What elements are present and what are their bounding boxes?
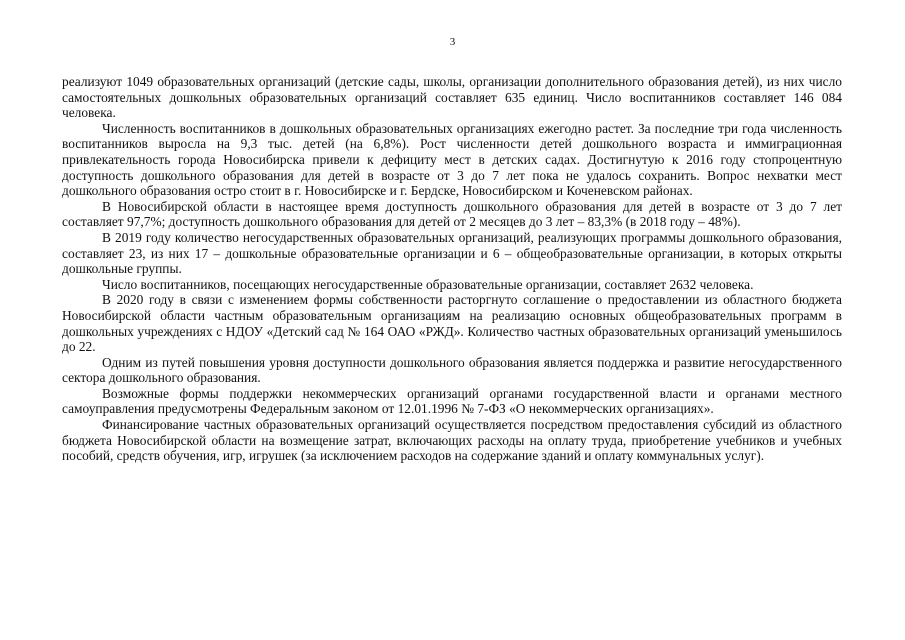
paragraph-continuation: реализуют 1049 образовательных организаций (детские сады, школы, организации дополнительного образования детей), из них число самостоятельных дошкольных образовательных организаций составляет 635 единиц. Число воспитанников составляет 146 084 человека. xyxy=(62,74,842,121)
document-body xyxy=(62,74,842,464)
paragraph-support-forms: Возможные формы поддержки некоммерческих организаций органами государственной власти и органами местного самоуправления предусмотрены Федеральным законом от 12.01.1996 № 7-ФЗ «О некоммерческих организациях». xyxy=(62,385,842,417)
paragraph-enrollment-growth: Численность воспитанников в дошкольных образовательных организациях ежегодно растет. За последние три года численность воспитанников выросла на 9,3 тыс. детей (на 6,8%). Рост численности детей дошкольного возраста и иммиграционная привлекательность города Новосибирска привели к дефициту мест в детских садах. Достигнутую к 2016 году стопроцентную доступность дошкольного образования для детей в возрасте от 3 до 7 лет пока не удалось сохранить. Вопрос нехватки мест дошкольного образования остро стоит в г. Новосибирске и г. Бердске, Новосибирском и Коченевском районах. xyxy=(62,120,842,199)
page-number: 3 xyxy=(449,36,456,48)
paragraph-private-organizations-2019: В 2019 году количество негосударственных образовательных организаций, реализующих программы дошкольного образования, составляет 23, из них 17 – дошкольные образовательные организации и 6 – общеобразовательные организации, в которых открыты дошкольные группы. xyxy=(62,229,842,277)
paragraph-accessibility: В Новосибирской области в настоящее время доступность дошкольного образования для детей в возрасте от 3 до 7 лет составляет 97,7%; доступность дошкольного образования для детей от 2 месяцев до 3 лет – 83,3% (в 2018 году – 48%). xyxy=(62,198,842,230)
paragraph-financing: Финансирование частных образовательных организаций осуществляется посредством предоставления субсидий из областного бюджета Новосибирской области на возмещение затрат, включающих расходы на оплату труда, приобретение учебников и учебных пособий, средств обучения, игр, игрушек (за исключением расходов на содержание зданий и оплату коммунальных услуг). xyxy=(62,417,842,464)
paragraph-private-enrollment: Число воспитанников, посещающих негосударственные образовательные организации, составляет 2632 человека. xyxy=(102,276,754,292)
paragraph-agreement-2020: В 2020 году в связи с изменением формы собственности расторгнуто соглашение о предоставлении из областного бюджета Новосибирской области частным образовательным организациям на реализацию основных общеобразовательных программ в дошкольных учреждениях с НДОУ «Детский сад № 164 ОАО «РЖД». Количество частных образовательных организаций уменьшилось до 22. xyxy=(62,292,842,355)
paragraph-private-sector-support: Одним из путей повышения уровня доступности дошкольного образования является поддержка и развитие негосударственного сектора дошкольного образования. xyxy=(62,354,842,386)
